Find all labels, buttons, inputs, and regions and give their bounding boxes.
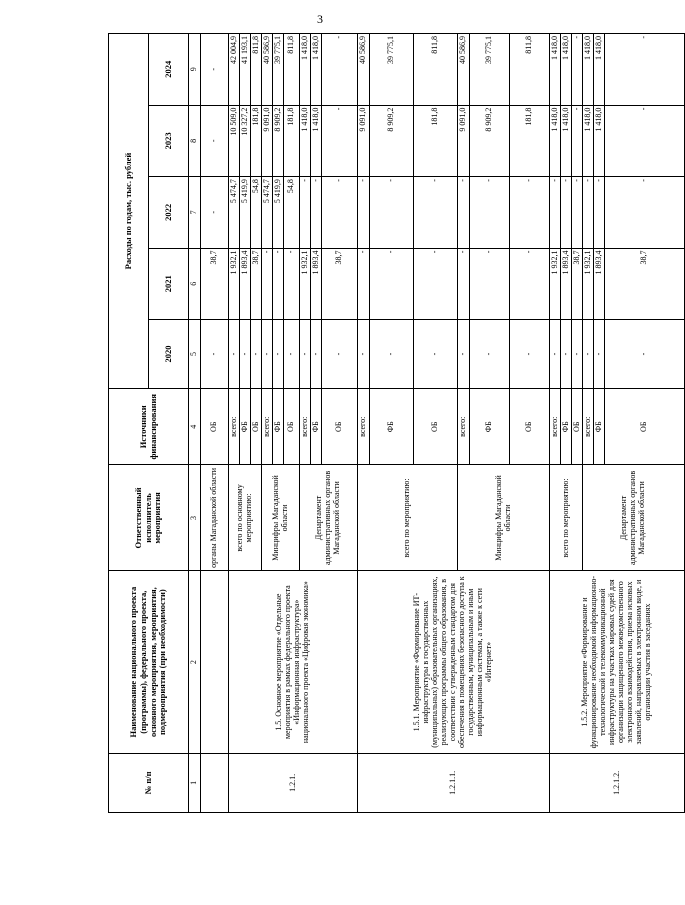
cell-value: -	[300, 320, 311, 389]
cell-value: -	[273, 320, 284, 389]
cell-executor: всего по мероприятию:	[358, 465, 458, 571]
table-row	[229, 34, 240, 813]
cell-value: 1 418,0	[561, 34, 572, 106]
cell-name: 1.5.2. Мероприятие «Формирование и функционирование необходимой информационно-технологической и телекоммуникационной инфраструктуры на участках мировых судей для организации защищенного межведомственного электронного взаимодействия, приема исковых заявлений, направляемых в электронном виде, и организации участия в заседаниях	[550, 571, 685, 753]
cell-value: 5 474,7	[229, 177, 240, 248]
cell-value: 1 418,0	[594, 34, 605, 106]
cell-value: -	[370, 320, 414, 389]
cell-value: 1 418,0	[300, 34, 311, 106]
cell-source: ФБ	[561, 389, 572, 465]
table-row	[358, 34, 370, 813]
cell-value: -	[605, 105, 685, 176]
cell-source: ФБ	[470, 389, 510, 465]
cell-value: -	[561, 177, 572, 248]
cell-source: всего:	[583, 389, 594, 465]
cell-value: 1 932,1	[229, 248, 240, 319]
cell-source: всего:	[229, 389, 240, 465]
header-year: 2020	[149, 320, 189, 389]
cell-value: -	[583, 320, 594, 389]
header-num: № п/п	[109, 753, 189, 812]
header-year: 2023	[149, 105, 189, 176]
cell-value: 9 091,0	[358, 105, 370, 176]
header-name: Наименование национального проекта (программы), федерального проекта, основного мероприятия, мероприятия, подмероприятия (при необходимости)	[109, 571, 189, 753]
cell-source: ОБ	[572, 389, 583, 465]
cell-source: ФБ	[594, 389, 605, 465]
cell-value: 8 909,2	[273, 105, 284, 176]
cell-value: -	[572, 105, 583, 176]
cell-value: -	[458, 320, 470, 389]
cell-source: ОБ	[605, 389, 685, 465]
cell-value: 54,8	[251, 177, 262, 248]
cell-source: всего:	[262, 389, 273, 465]
cell-value: 1 418,0	[311, 105, 322, 176]
cell-value: -	[201, 177, 229, 248]
header-year: 2022	[149, 177, 189, 248]
cell-value: -	[414, 320, 458, 389]
cell-value: 5 419,9	[273, 177, 284, 248]
col-index: 3	[189, 465, 201, 571]
cell-value: -	[510, 248, 550, 319]
header-expenses: Расходы по годам, тыс. рублей	[109, 34, 149, 389]
cell-value: -	[550, 177, 561, 248]
cell-value: 1 418,0	[300, 105, 311, 176]
cell-value: -	[572, 34, 583, 106]
cell-value: 1 893,4	[561, 248, 572, 319]
cell-value: 39 775,1	[470, 34, 510, 106]
col-index: 8	[189, 105, 201, 176]
cell-source: ОБ	[322, 389, 358, 465]
cell-value: 181,8	[414, 105, 458, 176]
col-index: 5	[189, 320, 201, 389]
cell-source: всего:	[550, 389, 561, 465]
cell-executor: Минцифры Магаданской области	[458, 465, 550, 571]
cell-value: 5 419,9	[240, 177, 251, 248]
cell-value: -	[358, 248, 370, 319]
cell-value: -	[322, 320, 358, 389]
cell-value: -	[322, 34, 358, 106]
cell-num: 1.2.1.2.	[550, 753, 685, 812]
col-index: 4	[189, 389, 201, 465]
header-executor: Ответственный исполнитель мероприятия	[109, 465, 189, 571]
cell-source: всего:	[358, 389, 370, 465]
cell-value: 1 418,0	[583, 34, 594, 106]
page-number: 3	[317, 12, 323, 26]
cell-value: -	[470, 248, 510, 319]
cell-value: 1 893,4	[311, 248, 322, 319]
cell-value: -	[311, 177, 322, 248]
cell-value: -	[284, 320, 300, 389]
cell-value: 1 418,0	[561, 105, 572, 176]
table-row	[201, 34, 229, 813]
cell-source: всего:	[300, 389, 311, 465]
cell-source: ФБ	[311, 389, 322, 465]
cell-value: -	[240, 320, 251, 389]
budget-table	[108, 33, 685, 813]
cell-executor: всего по мероприятию:	[550, 465, 583, 571]
cell-value: 1 418,0	[311, 34, 322, 106]
cell-source: ОБ	[201, 389, 229, 465]
cell-source: ОБ	[510, 389, 550, 465]
cell-value: -	[273, 248, 284, 319]
cell-value: -	[358, 177, 370, 248]
cell-value: -	[358, 320, 370, 389]
cell-value: -	[311, 320, 322, 389]
cell-value: 1 932,1	[583, 248, 594, 319]
cell-value: -	[201, 34, 229, 106]
cell-value: -	[470, 320, 510, 389]
cell-value: -	[583, 177, 594, 248]
cell-value: 1 418,0	[550, 34, 561, 106]
col-index: 7	[189, 177, 201, 248]
cell-value: -	[300, 177, 311, 248]
cell-value: 1 932,1	[550, 248, 561, 319]
cell-value: -	[284, 248, 300, 319]
cell-value: 1 418,0	[583, 105, 594, 176]
cell-value: 41 193,1	[240, 34, 251, 106]
cell-source: ФБ	[273, 389, 284, 465]
cell-value: 1 932,1	[300, 248, 311, 319]
cell-value: -	[594, 320, 605, 389]
cell-value: 1 893,4	[594, 248, 605, 319]
cell-value: 38,7	[605, 248, 685, 319]
cell-value: -	[458, 177, 470, 248]
cell-value: 8 909,2	[370, 105, 414, 176]
cell-value: 1 893,4	[240, 248, 251, 319]
cell-value: 40 586,9	[262, 34, 273, 106]
col-index: 6	[189, 248, 201, 319]
cell-value: 38,7	[201, 248, 229, 319]
cell-value: -	[414, 248, 458, 319]
cell-value: 10 509,0	[229, 105, 240, 176]
cell-source: всего:	[458, 389, 470, 465]
cell-value: 9 091,0	[458, 105, 470, 176]
cell-name: 1.5.1. Мероприятие «Формирование ИТ-инфраструктуры в государственных (муниципальных) образовательных организациях, реализующих программы общего образования, в соответствии с утвержденным стандартом для обеспечения в помещениях безопасного доступа к государственным, муниципальным и иным информационным системам, а также к сети «Интернет»	[358, 571, 550, 753]
cell-value: -	[370, 177, 414, 248]
cell-value: -	[561, 320, 572, 389]
cell-source: ОБ	[251, 389, 262, 465]
cell-value: 40 586,9	[358, 34, 370, 106]
cell-value: 5 474,7	[262, 177, 273, 248]
cell-value: -	[322, 177, 358, 248]
cell-value: -	[605, 320, 685, 389]
cell-value: -	[470, 177, 510, 248]
cell-executor: Департамент административных органов Магаданской области	[583, 465, 685, 571]
cell-value: 40 586,9	[458, 34, 470, 106]
cell-value: -	[370, 248, 414, 319]
cell-value: -	[510, 177, 550, 248]
cell-value: 1 418,0	[594, 105, 605, 176]
cell-value: 38,7	[251, 248, 262, 319]
cell-value: -	[510, 320, 550, 389]
cell-value: 39 775,1	[370, 34, 414, 106]
cell-name	[201, 571, 229, 753]
cell-value: 811,8	[284, 34, 300, 106]
cell-value: 38,7	[322, 248, 358, 319]
cell-executor: всего по основному мероприятию:	[229, 465, 262, 571]
cell-source: ОБ	[284, 389, 300, 465]
cell-value: 181,8	[284, 105, 300, 176]
cell-value: -	[229, 320, 240, 389]
cell-source: ФБ	[240, 389, 251, 465]
cell-value: 181,8	[251, 105, 262, 176]
cell-value: -	[251, 320, 262, 389]
cell-num: 1.2.1.1.	[358, 753, 550, 812]
cell-executor: Департамент административных органов Магаданской области	[300, 465, 358, 571]
cell-value: 181,8	[510, 105, 550, 176]
cell-value: -	[572, 177, 583, 248]
cell-source: ОБ	[414, 389, 458, 465]
cell-value: 38,7	[572, 248, 583, 319]
cell-value: 1 418,0	[550, 105, 561, 176]
cell-value: 8 909,2	[470, 105, 510, 176]
cell-name: 1.5. Основное мероприятие «Отдельные мероприятия в рамках федерального проекта «Информационная инфраструктура» национального проекта «Цифровая экономика»	[229, 571, 358, 753]
cell-value: -	[572, 320, 583, 389]
cell-value: 811,8	[414, 34, 458, 106]
cell-executor: Минцифры Магаданской области	[262, 465, 300, 571]
table-row	[550, 34, 561, 813]
cell-value: -	[322, 105, 358, 176]
cell-value: -	[594, 177, 605, 248]
cell-source: ФБ	[370, 389, 414, 465]
cell-value: 42 004,9	[229, 34, 240, 106]
cell-executor: органы Магаданской области	[201, 465, 229, 571]
cell-num: 1.2.1.	[229, 753, 358, 812]
cell-value: -	[414, 177, 458, 248]
col-index: 9	[189, 34, 201, 106]
cell-value: 39 775,1	[273, 34, 284, 106]
cell-value: -	[262, 320, 273, 389]
cell-value: 811,8	[251, 34, 262, 106]
header-year: 2024	[149, 34, 189, 106]
cell-value: -	[458, 248, 470, 319]
cell-value: -	[605, 34, 685, 106]
header-year: 2021	[149, 248, 189, 319]
header-source: Источники финансирования	[109, 389, 189, 465]
cell-value: -	[201, 320, 229, 389]
col-index: 2	[189, 571, 201, 753]
cell-num	[201, 753, 229, 812]
col-index: 1	[189, 753, 201, 812]
budget-table-rotated	[108, 33, 652, 813]
cell-value: 811,8	[510, 34, 550, 106]
cell-value: -	[262, 248, 273, 319]
cell-value: -	[550, 320, 561, 389]
cell-value: -	[605, 177, 685, 248]
cell-value: 9 091,0	[262, 105, 273, 176]
cell-value: 10 327,2	[240, 105, 251, 176]
cell-value: 54,8	[284, 177, 300, 248]
cell-value: -	[201, 105, 229, 176]
